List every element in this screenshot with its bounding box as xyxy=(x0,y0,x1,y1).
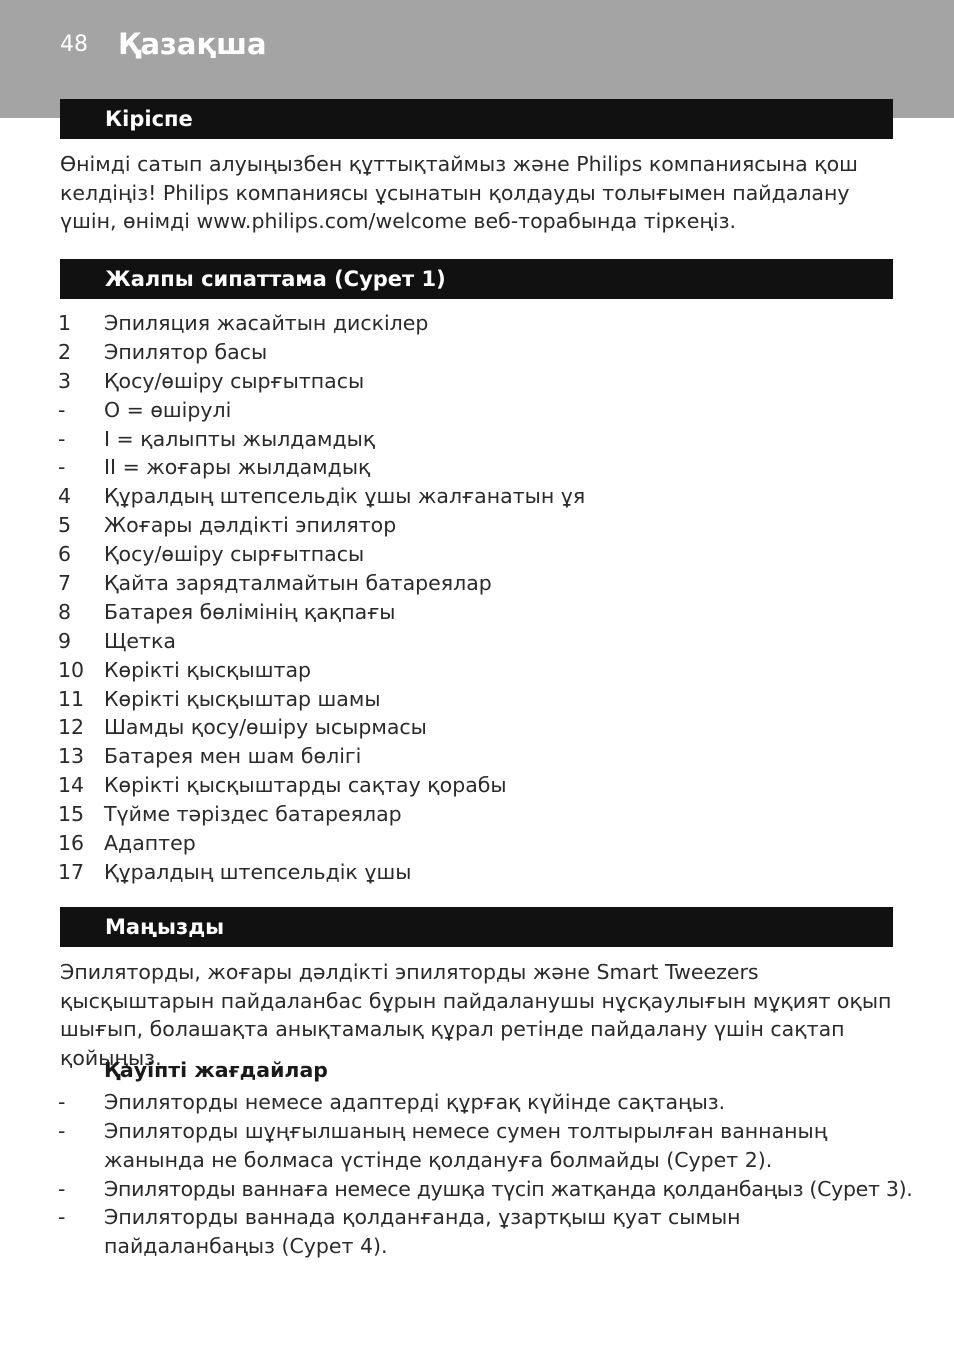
item-label: Құралдың штепсельдік ұшы жалғанатын ұя xyxy=(104,484,586,509)
item-number: 9 xyxy=(58,628,72,653)
item-label: II = жоғары жылдамдық xyxy=(104,455,371,480)
item-bullet: - xyxy=(58,426,66,451)
dash-bullet: - xyxy=(58,1177,66,1201)
item-label: O = өшірулі xyxy=(104,397,232,422)
page-number: 48 xyxy=(60,32,88,57)
item-label: Құралдың штепсельдік ұшы xyxy=(104,859,412,884)
danger-text: Эпиляторды немесе адаптерді құрғақ күйінде сақтаңыз. xyxy=(104,1090,726,1114)
danger-text: Эпиляторды ваннада қолданғанда, ұзартқыш қуат сымын пайдаланбаңыз (Сурет 4). xyxy=(104,1205,741,1258)
item-number: 7 xyxy=(58,571,72,596)
item-label: Қосу/өшіру сырғытпасы xyxy=(104,542,365,567)
item-label: Шамды қосу/өшіру ысырмасы xyxy=(104,715,427,740)
item-label: Эпиляция жасайтын дискілер xyxy=(104,311,429,335)
item-label: Щетка xyxy=(104,628,176,653)
intro-paragraph: Өнімді сатып алуыңызбен құттықтаймыз және Philips компаниясына қош келдіңіз! Philips компаниясы ұсынатын қолдауды толығымен пайдалану үшін, өнімді www.philips.com/welcome веб-торабында тіркеңіз. xyxy=(60,152,858,233)
dash-bullet: - xyxy=(58,1119,66,1143)
item-label: Эпилятор басы xyxy=(104,339,268,364)
item-label: Батарея бөлімінің қақпағы xyxy=(104,599,396,624)
item-label: Жоғары дәлдікті эпилятор xyxy=(104,513,397,538)
item-label: Батарея мен шам бөлігі xyxy=(104,744,362,769)
item-label: Қайта зарядталмайтын батареялар xyxy=(104,571,492,596)
dash-bullet: - xyxy=(58,1090,66,1114)
item-number: 1 xyxy=(58,311,72,335)
item-number: 15 xyxy=(58,802,85,827)
item-number: 16 xyxy=(58,831,85,856)
section-heading-important: Маңызды xyxy=(60,907,893,947)
item-number: 8 xyxy=(58,599,72,624)
page-title: Қазақша xyxy=(118,27,267,61)
section-heading-intro: Кіріспе xyxy=(60,99,893,139)
item-label: Қосу/өшіру сырғытпасы xyxy=(104,368,365,393)
item-label: Түйме тәріздес батареялар xyxy=(104,802,402,827)
item-number: 2 xyxy=(58,339,72,364)
item-bullet: - xyxy=(58,455,66,480)
danger-text: Эпиляторды ваннаға немесе душқа түсіп жатқанда қолданбаңыз (Сурет 3). xyxy=(104,1177,913,1201)
dash-bullet: - xyxy=(58,1205,66,1229)
item-label: I = қалыпты жылдамдық xyxy=(104,426,376,451)
important-paragraph: Эпиляторды, жоғары дәлдікті эпиляторды және Smart Tweezers қысқыштарын пайдаланбас бұрын пайдаланушы нұсқаулығын мұқият оқып шығып, болашақта анықтамалық құрал ретінде пайдалану үшін сақтап қойыңыз. xyxy=(60,960,892,1070)
section-heading-overview: Жалпы сипаттама (Сурет 1) xyxy=(60,259,893,299)
item-bullet: - xyxy=(58,397,66,422)
item-number: 10 xyxy=(58,657,85,682)
item-number: 3 xyxy=(58,368,72,393)
item-label: Адаптер xyxy=(104,831,196,856)
item-number: 17 xyxy=(58,859,85,884)
item-number: 12 xyxy=(58,715,85,740)
item-number: 6 xyxy=(58,542,72,567)
item-label: Көрікті қысқыштар xyxy=(104,657,312,682)
item-number: 5 xyxy=(58,513,72,538)
danger-heading: Қауіпті жағдайлар xyxy=(104,1058,328,1082)
item-number: 14 xyxy=(58,773,85,798)
item-label: Көрікті қысқыштар шамы xyxy=(104,686,381,711)
danger-text: Эпиляторды шұңғылшаның немесе сумен толтырылған ваннаның жанында не болмаса үстінде қолдануға болмайды (Сурет 2). xyxy=(104,1119,828,1172)
item-label: Көрікті қысқыштарды сақтау қорабы xyxy=(104,773,507,798)
item-number: 13 xyxy=(58,744,85,769)
item-number: 4 xyxy=(58,484,72,509)
item-number: 11 xyxy=(58,686,85,711)
